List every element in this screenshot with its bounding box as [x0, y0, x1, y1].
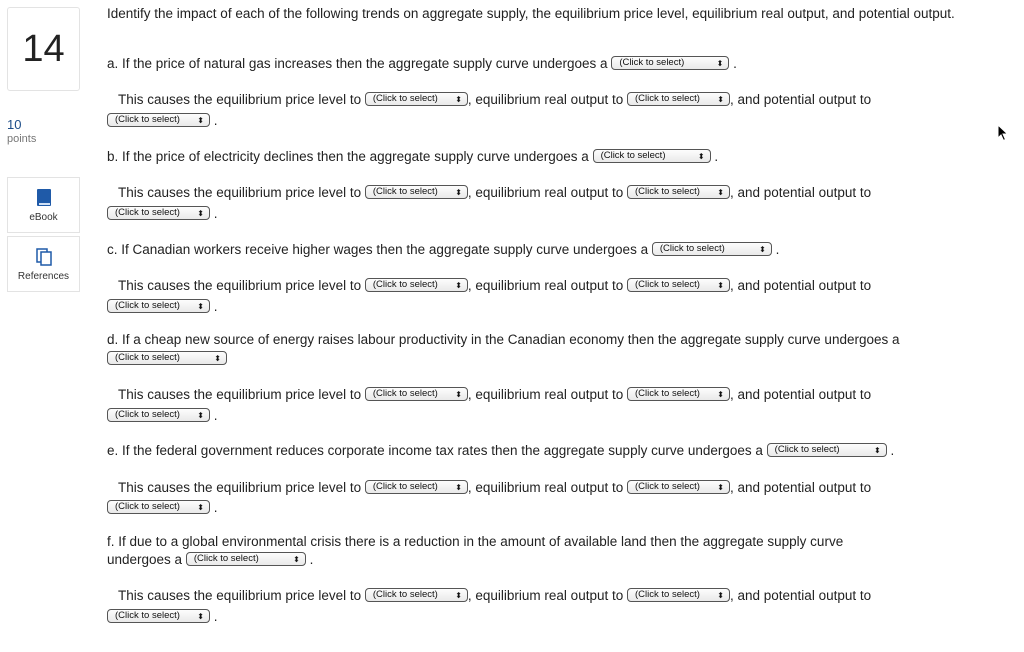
chevron-updown-icon: ⬍	[214, 353, 221, 363]
references-label: References	[17, 271, 70, 282]
select-value: (Click to select)	[372, 279, 438, 291]
part-c-curve-select[interactable]	[652, 242, 772, 256]
part-c	[107, 241, 779, 259]
part-c-effects	[118, 277, 871, 295]
chevron-updown-icon: ⬍	[717, 482, 724, 492]
output-text: , equilibrium real output to	[467, 480, 624, 495]
part-a-price-select[interactable]	[365, 92, 468, 106]
part-d-output-select[interactable]	[627, 387, 730, 401]
part-b	[107, 148, 718, 166]
chevron-updown-icon: ⬍	[717, 94, 724, 104]
part-e-output-select[interactable]	[627, 480, 730, 494]
price-text: This causes the equilibrium price level to	[118, 92, 362, 107]
select-value: (Click to select)	[115, 409, 180, 421]
points-value: 10	[7, 117, 22, 132]
part-c-price-select[interactable]	[365, 278, 468, 292]
price-text: This causes the equilibrium price level to	[118, 278, 362, 293]
select-value: (Click to select)	[372, 481, 438, 493]
select-value: (Click to select)	[372, 93, 438, 105]
chevron-updown-icon: ⬍	[455, 280, 462, 290]
references-button[interactable]	[7, 236, 80, 292]
potential-text: , and potential output to	[730, 588, 872, 603]
chevron-updown-icon: ⬍	[293, 554, 300, 564]
part-a-potential-select[interactable]	[107, 113, 210, 127]
output-text: , equilibrium real output to	[467, 185, 624, 200]
potential-text: , and potential output to	[730, 92, 872, 107]
part-b-effects	[118, 184, 871, 202]
part-d-potential-select[interactable]	[107, 408, 210, 422]
chevron-updown-icon: ⬍	[717, 389, 724, 399]
select-value: (Click to select)	[635, 279, 700, 291]
select-value: (Click to select)	[193, 553, 259, 565]
potential-text: , and potential output to	[730, 387, 872, 402]
output-text: , equilibrium real output to	[467, 387, 624, 402]
period: .	[890, 443, 895, 458]
part-e-potential-select[interactable]	[107, 500, 210, 514]
part-f-potential-select[interactable]	[107, 609, 210, 623]
part-d-curve-row	[107, 350, 227, 368]
part-a-output-select[interactable]	[627, 92, 730, 106]
part-b-output-select[interactable]	[627, 185, 730, 199]
select-value: (Click to select)	[619, 57, 685, 69]
part-e-text: e. If the federal government reduces corporate income tax rates then the aggregate supply curve undergoes a	[107, 443, 763, 458]
select-value: (Click to select)	[635, 589, 700, 601]
period: .	[213, 609, 218, 624]
select-value: (Click to select)	[115, 610, 180, 622]
period: .	[733, 56, 737, 71]
period: .	[213, 299, 218, 314]
select-value: (Click to select)	[372, 186, 438, 198]
mouse-cursor-icon	[997, 124, 1009, 147]
part-b-price-select[interactable]	[365, 185, 468, 199]
period: .	[775, 242, 780, 257]
chevron-updown-icon: ⬍	[197, 611, 204, 621]
select-value: (Click to select)	[635, 186, 700, 198]
select-value: (Click to select)	[115, 300, 180, 312]
part-e-price-select[interactable]	[365, 480, 468, 494]
select-value: (Click to select)	[600, 150, 666, 162]
question-intro: Identify the impact of each of the following trends on aggregate supply, the equilibrium price level, equilibrium real output, and potential output.	[107, 6, 955, 21]
period: .	[714, 149, 719, 164]
select-value: (Click to select)	[372, 589, 438, 601]
part-c-output-select[interactable]	[627, 278, 730, 292]
part-a-curve-select[interactable]	[611, 56, 729, 70]
period: .	[309, 552, 314, 567]
output-text: , equilibrium real output to	[467, 92, 624, 107]
part-f-curve-select[interactable]	[186, 552, 306, 566]
chevron-updown-icon: ⬍	[455, 389, 462, 399]
part-b-potential-row	[107, 205, 218, 223]
chevron-updown-icon: ⬍	[717, 280, 724, 290]
potential-text: , and potential output to	[730, 480, 872, 495]
price-text: This causes the equilibrium price level to	[118, 185, 362, 200]
part-d-text: d. If a cheap new source of energy raises labour productivity in the Canadian economy then the aggregate supply curve undergoes a	[107, 332, 900, 347]
chevron-updown-icon: ⬍	[455, 187, 462, 197]
price-text: This causes the equilibrium price level to	[118, 588, 362, 603]
part-a	[107, 55, 737, 73]
part-f-output-select[interactable]	[627, 588, 730, 602]
chevron-updown-icon: ⬍	[197, 115, 204, 125]
period: .	[213, 500, 218, 515]
chevron-updown-icon: ⬍	[197, 502, 204, 512]
part-d-price-select[interactable]	[365, 387, 468, 401]
chevron-updown-icon: ⬍	[455, 590, 462, 600]
price-text: This causes the equilibrium price level to	[118, 387, 362, 402]
ebook-button[interactable]	[7, 177, 80, 233]
part-f-line2	[107, 551, 313, 569]
select-value: (Click to select)	[115, 352, 180, 364]
select-value: (Click to select)	[635, 481, 700, 493]
part-f-price-select[interactable]	[365, 588, 468, 602]
period: .	[213, 206, 218, 221]
part-c-text: c. If Canadian workers receive higher wages then the aggregate supply curve undergoes a	[107, 242, 649, 257]
part-f-text-2: undergoes a	[107, 552, 183, 567]
price-text: This causes the equilibrium price level to	[118, 480, 362, 495]
chevron-updown-icon: ⬍	[759, 244, 766, 254]
question-number: 14	[7, 7, 80, 91]
part-a-effects	[118, 91, 871, 109]
points-label: points	[7, 133, 37, 145]
part-c-potential-select[interactable]	[107, 299, 210, 313]
part-e-effects	[118, 479, 871, 497]
chevron-updown-icon: ⬍	[455, 482, 462, 492]
period: .	[213, 113, 218, 128]
book-icon	[36, 188, 52, 208]
part-b-text: b. If the price of electricity declines then the aggregate supply curve undergoes a	[107, 149, 589, 164]
chevron-updown-icon: ⬍	[717, 187, 724, 197]
select-value: (Click to select)	[659, 243, 725, 255]
part-a-text: a. If the price of natural gas increases then the aggregate supply curve undergoes a	[107, 56, 608, 71]
part-e-curve-select[interactable]	[767, 443, 887, 457]
part-c-potential-row	[107, 298, 218, 316]
chevron-updown-icon: ⬍	[197, 301, 204, 311]
select-value: (Click to select)	[774, 444, 840, 456]
chevron-updown-icon: ⬍	[697, 151, 705, 161]
select-value: (Click to select)	[115, 501, 180, 513]
chevron-updown-icon: ⬍	[873, 445, 881, 455]
select-value: (Click to select)	[372, 388, 438, 400]
select-value: (Click to select)	[635, 93, 700, 105]
ebook-label: eBook	[29, 212, 58, 223]
potential-text: , and potential output to	[730, 185, 872, 200]
part-f-text: f. If due to a global environmental crisis there is a reduction in the amount of available land then the aggregate supply curve	[107, 534, 844, 549]
chevron-updown-icon: ⬍	[197, 410, 204, 420]
chevron-updown-icon: ⬍	[455, 94, 462, 104]
part-d-effects	[118, 386, 871, 404]
output-text: , equilibrium real output to	[467, 588, 624, 603]
part-a-potential-row	[107, 112, 218, 130]
chevron-updown-icon: ⬍	[716, 58, 724, 68]
part-f-effects	[118, 587, 871, 605]
chevron-updown-icon: ⬍	[197, 208, 204, 218]
potential-text: , and potential output to	[730, 278, 872, 293]
part-b-potential-select[interactable]	[107, 206, 210, 220]
part-e	[107, 442, 894, 460]
part-e-potential-row	[107, 499, 218, 517]
part-f	[107, 533, 843, 551]
part-f-potential-row	[107, 608, 218, 626]
output-text: , equilibrium real output to	[467, 278, 624, 293]
select-value: (Click to select)	[635, 388, 700, 400]
period: .	[213, 408, 218, 423]
documents-icon	[35, 247, 53, 267]
part-d-curve-select[interactable]	[107, 351, 227, 365]
part-d	[107, 331, 900, 349]
select-value: (Click to select)	[115, 207, 180, 219]
part-b-curve-select[interactable]	[593, 149, 711, 163]
select-value: (Click to select)	[115, 114, 180, 126]
chevron-updown-icon: ⬍	[717, 590, 724, 600]
part-d-potential-row	[107, 407, 218, 425]
